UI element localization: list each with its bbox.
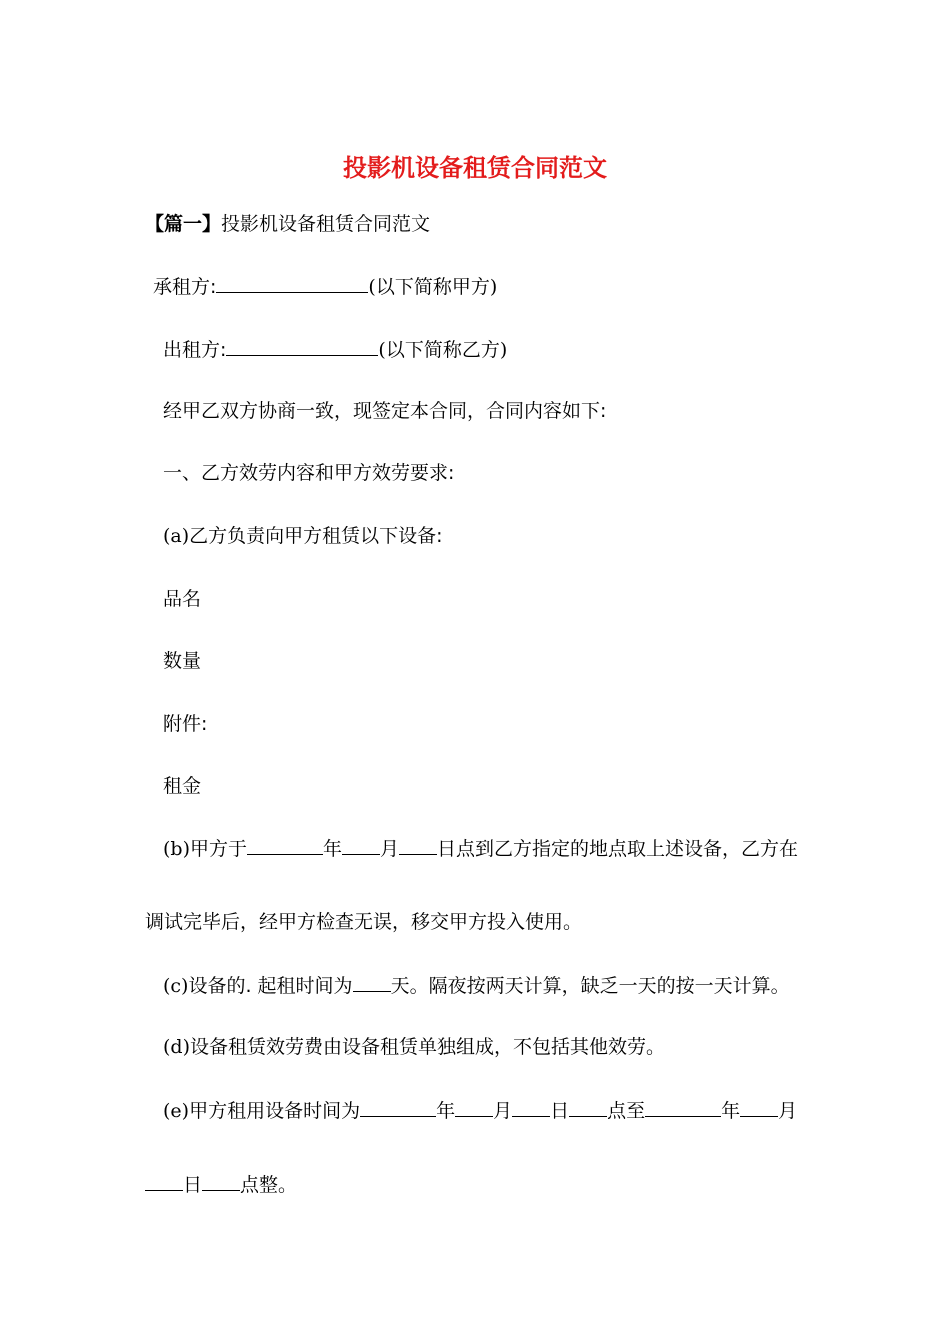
clause-e-day: 日 <box>550 1100 570 1122</box>
clause-e-line <box>163 1096 797 1125</box>
clause-e-month-blank <box>455 1096 493 1117</box>
clause-a-marker: (a) <box>163 525 190 547</box>
item-rent: 租金 <box>163 775 202 797</box>
clause-b-part1: 甲方于 <box>190 838 248 860</box>
clause-c-part1: 设备的. 起租时间为 <box>188 975 353 997</box>
clause-e-continuation <box>145 1170 297 1199</box>
clause-e-month2-blank <box>740 1096 778 1117</box>
lessor-suffix: (以下简称乙方) <box>378 339 508 361</box>
document-title: 投影机设备租赁合同范文 <box>343 153 607 182</box>
section-bracket-label: 【篇一】 <box>145 213 222 235</box>
lessor-line <box>163 335 507 364</box>
clause-e-year2-blank <box>645 1096 721 1117</box>
lessor-label: 出租方: <box>163 339 227 361</box>
lessor-blank <box>226 335 378 356</box>
lessee-suffix: (以下简称甲方) <box>368 276 498 298</box>
clause-e-hour-blank <box>569 1096 607 1117</box>
clause-b-line <box>163 834 798 863</box>
section-heading <box>145 210 430 238</box>
clause-a-text: 乙方负责向甲方租赁以下设备: <box>189 525 443 547</box>
clause-c-marker: (c) <box>163 975 189 997</box>
clause-b-year-blank <box>247 834 323 855</box>
item-attachments: 附件: <box>163 713 208 735</box>
clause-a-line <box>163 522 443 550</box>
clause-e-marker: (e) <box>163 1100 190 1122</box>
clause-b-continuation: 调试完毕后，经甲方检查无误，移交甲方投入使用。 <box>145 911 583 933</box>
clause-e-end: 点整。 <box>240 1174 298 1196</box>
clause-c-days-blank <box>353 971 391 992</box>
clause-d-marker: (d) <box>163 1036 190 1058</box>
clause-e-day3: 日 <box>183 1174 203 1196</box>
clause-e-hour2-blank <box>202 1170 240 1191</box>
clause-e-year: 年 <box>436 1100 456 1122</box>
clause-e-month2: 月 <box>778 1100 798 1122</box>
lessee-line <box>153 272 497 301</box>
clause-e-day-blank <box>512 1096 550 1117</box>
clause-1-heading: 一、乙方效劳内容和甲方效劳要求: <box>163 462 455 484</box>
lessee-label: 承租方: <box>153 276 217 298</box>
clause-b-part2: 日点到乙方指定的地点取上述设备，乙方在 <box>437 838 799 860</box>
clause-e-year2: 年 <box>721 1100 741 1122</box>
lessee-blank <box>216 272 368 293</box>
clause-e-part1: 甲方租用设备时间为 <box>189 1100 361 1122</box>
clause-e-hour-to: 点至 <box>607 1100 646 1122</box>
clause-e-day2-blank <box>145 1170 183 1191</box>
clause-d-line <box>163 1033 665 1061</box>
item-name: 品名 <box>163 588 202 610</box>
item-quantity: 数量 <box>163 650 202 672</box>
clause-b-month: 月 <box>380 838 400 860</box>
clause-c-part2: 天。隔夜按两天计算，缺乏一天的按一天计算。 <box>390 975 790 997</box>
clause-c-line <box>163 971 790 1000</box>
clause-b-year: 年 <box>323 838 343 860</box>
clause-b-month-blank <box>342 834 380 855</box>
clause-b-day-blank <box>399 834 437 855</box>
clause-b-marker: (b) <box>163 838 190 860</box>
intro-line: 经甲乙双方协商一致，现签定本合同，合同内容如下: <box>163 400 607 422</box>
clause-d-text: 设备租赁效劳费由设备租赁单独组成，不包括其他效劳。 <box>190 1036 666 1058</box>
clause-e-year-blank <box>360 1096 436 1117</box>
clause-e-month: 月 <box>493 1100 513 1122</box>
section-heading-text: 投影机设备租赁合同范文 <box>221 213 431 235</box>
